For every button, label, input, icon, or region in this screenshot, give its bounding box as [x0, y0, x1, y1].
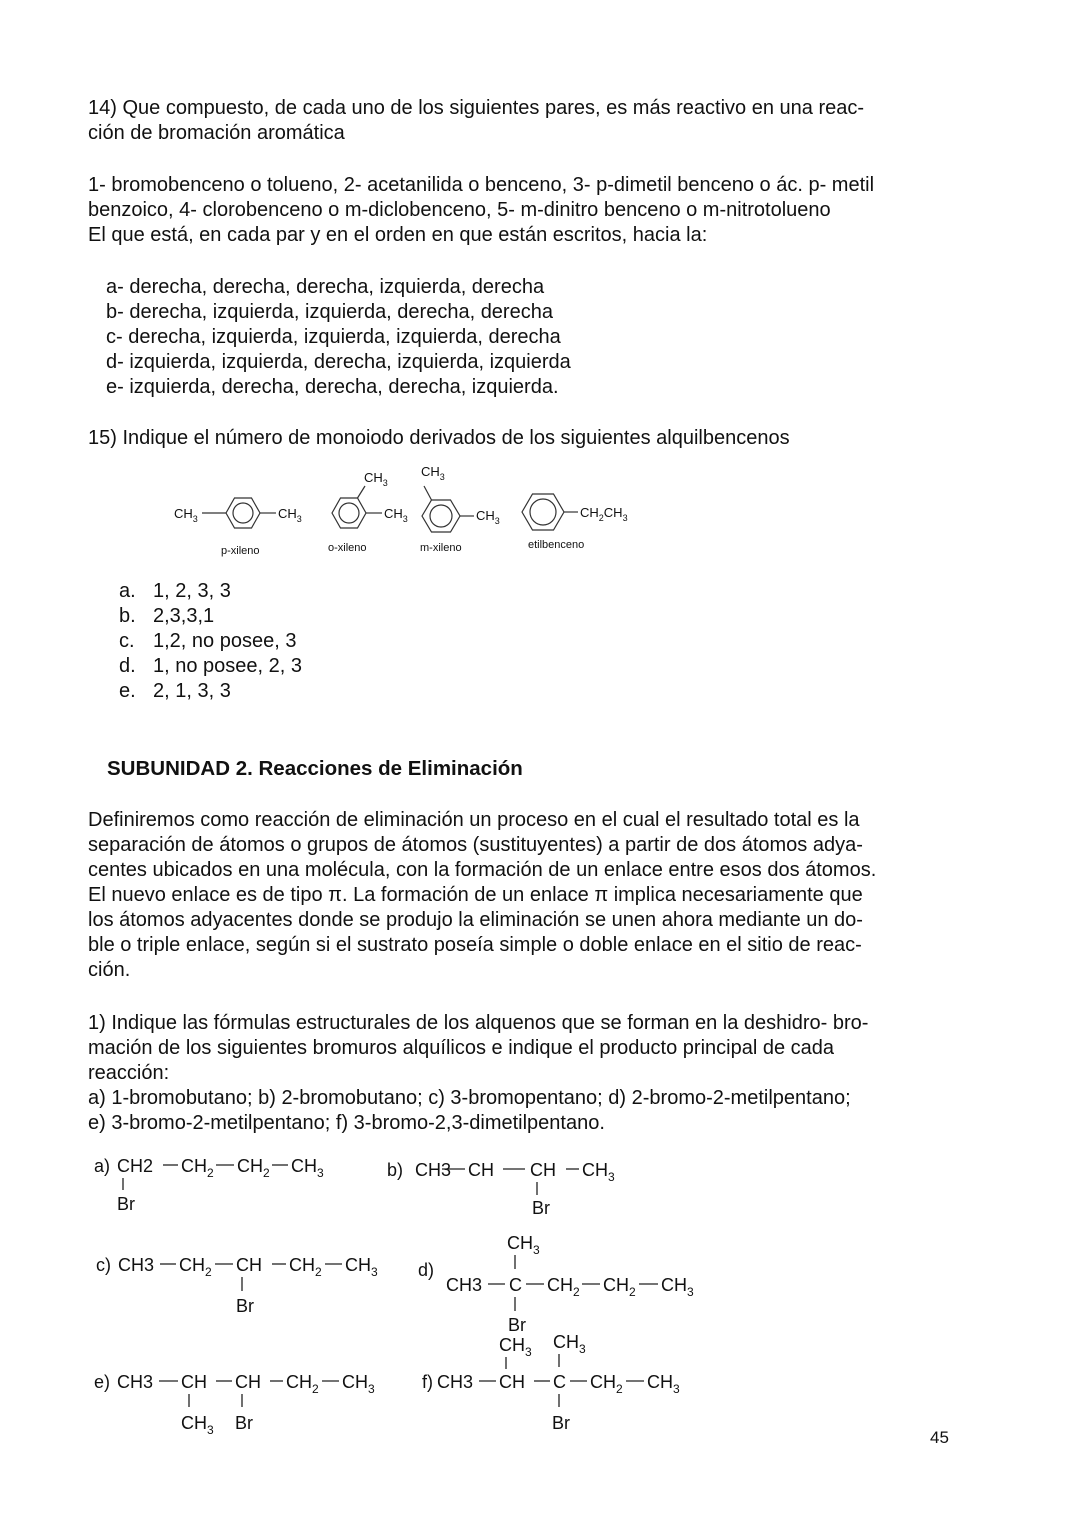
svg-text:CH2: $CH_2$	[547, 1275, 580, 1299]
o-xylene-label: o-xileno	[328, 542, 367, 554]
svg-text:CH2: $CH_2$	[181, 1156, 214, 1180]
svg-text:CH3: $CH_3$	[181, 1413, 214, 1437]
paragraph-line: Definiremos como reacción de eliminación un proceso en el cual el resultado total es la	[88, 809, 860, 831]
p-xylene-ch3-left: $CH_3$	[174, 506, 198, 524]
svg-text:c): c)	[96, 1255, 111, 1275]
structural-formulas-figure	[85, 1145, 725, 1445]
svg-text:b): b)	[387, 1160, 404, 1180]
svg-text:CH: CH	[499, 1372, 525, 1392]
svg-text:CH2: $CH_2$	[179, 1255, 212, 1279]
q14-prompt-line-2: ción de bromación aromática	[88, 122, 345, 144]
svg-text:CH: CH	[236, 1255, 262, 1275]
q14-option-c: c- derecha, izquierda, izquierda, izquierda, derecha	[106, 326, 561, 348]
svg-text:Br: Br	[235, 1413, 253, 1433]
svg-text:e): e)	[94, 1372, 111, 1392]
formula-a	[94, 1156, 324, 1214]
p-xylene-ch3-right: $CH_3$	[278, 506, 302, 524]
q15-option-c: c. 1,2, no posee, 3	[119, 630, 297, 652]
svg-text:Br: Br	[508, 1315, 526, 1335]
svg-text:a): a)	[94, 1156, 111, 1176]
exercise-line: a) 1-bromobutano; b) 2-bromobutano; c) 3-bromopentano; d) 2-bromo-2-metilpentano;	[88, 1087, 851, 1109]
q14-pairs-line-2: benzoico, 4- clorobenceno o m-diclobenceno, 5- m-dinitro benceno o m-nitrotolueno	[88, 199, 831, 221]
paragraph-line: separación de átomos o grupos de átomos (sustituyentes) a partir de dos átomos adya-	[88, 834, 863, 856]
q14-option-b: b- derecha, izquierda, izquierda, derecha, derecha	[106, 301, 553, 323]
svg-text:CH2: $CH_2$	[603, 1275, 636, 1299]
svg-text:CH: CH	[181, 1372, 207, 1392]
q14-pairs-line-1: 1- bromobenceno o tolueno, 2- acetanilida o benceno, 3- p-dimetil benceno o ác. p- metil	[88, 174, 875, 196]
svg-text:CH3: $CH_3$	[345, 1255, 378, 1279]
svg-text:CH3: CH3	[446, 1275, 483, 1295]
exercise-line: 1) Indique las fórmulas estructurales de los alquenos que se forman en la deshidro- bro-	[88, 1012, 869, 1034]
svg-text:CH3: $CH_3$	[661, 1275, 694, 1299]
formula-f	[422, 1332, 680, 1433]
svg-text:CH3: $CH_3$	[291, 1156, 324, 1180]
exercise-line: reacción:	[88, 1062, 170, 1084]
q15-option-a: a. 1, 2, 3, 3	[119, 580, 231, 602]
q15-prompt: 15) Indique el número de monoiodo derivados de los siguientes alquilbencenos	[88, 427, 790, 449]
paragraph-line: El nuevo enlace es de tipo π. La formación de un enlace π implica necesariamente que	[88, 884, 863, 906]
paragraph-line: ción.	[88, 959, 131, 981]
paragraph-line: centes ubicados en una molécula, con la formación de un enlace entre esos dos átomos.	[88, 859, 877, 881]
q14-instruction: El que está, en cada par y en el orden en que están escritos, hacia la:	[88, 224, 708, 246]
svg-text:CH3: CH3	[118, 1255, 155, 1275]
svg-text:Br: Br	[552, 1413, 570, 1433]
svg-text:CH2: $CH_2$	[237, 1156, 270, 1180]
svg-text:CH: CH	[235, 1372, 261, 1392]
svg-text:d): d)	[418, 1260, 435, 1280]
page-number: 45	[930, 1428, 949, 1447]
m-xylene-ch3-top: $CH_3$	[421, 464, 445, 482]
q15-option-d: d. 1, no posee, 2, 3	[119, 655, 303, 677]
formula-e	[94, 1372, 375, 1437]
svg-text:CH: CH	[530, 1160, 556, 1180]
formula-b	[387, 1160, 615, 1218]
svg-text:CH2: CH2	[117, 1156, 154, 1176]
p-xylene-label: p-xileno	[221, 545, 260, 557]
svg-text:Br: Br	[117, 1194, 135, 1214]
svg-text:CH3: $CH_3$	[507, 1233, 540, 1257]
q15-option-b: b. 2,3,3,1	[119, 605, 215, 627]
svg-text:CH3: $CH_3$	[342, 1372, 375, 1396]
svg-text:CH3: $CH_3$	[582, 1160, 615, 1184]
q15-option-e: e. 2, 1, 3, 3	[119, 680, 231, 702]
svg-text:CH3: $CH_3$	[499, 1335, 532, 1359]
ethylbenzene-label: etilbenceno	[528, 539, 585, 551]
ethylbenzene-ch2ch3: $CH_2CH_3$	[580, 505, 628, 523]
q14-option-a: a- derecha, derecha, derecha, izquierda, derecha	[106, 276, 545, 298]
svg-text:CH3: $CH_3$	[647, 1372, 680, 1396]
svg-text:Br: Br	[236, 1296, 254, 1316]
svg-text:f): f)	[422, 1372, 433, 1392]
svg-text:CH3: CH3	[117, 1372, 154, 1392]
svg-text:C: C	[553, 1372, 566, 1392]
svg-text:CH2: $CH_2$	[590, 1372, 623, 1396]
m-xylene-label: m-xileno	[420, 542, 462, 554]
svg-text:CH3: $CH_3$	[553, 1332, 586, 1356]
paragraph-line: ble o triple enlace, según si el sustrato poseía simple o doble enlace en el sitio de reac-	[88, 934, 862, 956]
svg-text:Br: Br	[532, 1198, 550, 1218]
svg-text:CH: CH	[468, 1160, 494, 1180]
svg-text:CH2: $CH_2$	[286, 1372, 319, 1396]
o-xylene-ch3-right: $CH_3$	[384, 506, 408, 524]
q14-option-e: e- izquierda, derecha, derecha, derecha, izquierda.	[106, 376, 559, 398]
m-xylene-ch3-right: $CH_3$	[476, 508, 500, 526]
q14-option-d: d- izquierda, izquierda, derecha, izquierda, izquierda	[106, 351, 571, 373]
svg-text:CH2: $CH_2$	[289, 1255, 322, 1279]
svg-text:CH3: CH3	[415, 1160, 452, 1180]
paragraph-line: los átomos adyacentes donde se produjo la eliminación se unen ahora mediante un do-	[88, 909, 863, 931]
svg-text:C: C	[509, 1275, 522, 1295]
exercise-line: e) 3-bromo-2-metilpentano; f) 3-bromo-2,3-dimetilpentano.	[88, 1112, 605, 1134]
subunit-heading: SUBUNIDAD 2. Reacciones de Eliminación	[107, 757, 523, 780]
svg-text:CH3: CH3	[437, 1372, 474, 1392]
exercise-line: mación de los siguientes bromuros alquílicos e indique el producto principal de cada	[88, 1037, 834, 1059]
q14-prompt-line-1: 14) Que compuesto, de cada uno de los siguientes pares, es más reactivo en una reac-	[88, 97, 865, 119]
o-xylene-ch3-top: $CH_3$	[364, 470, 388, 488]
